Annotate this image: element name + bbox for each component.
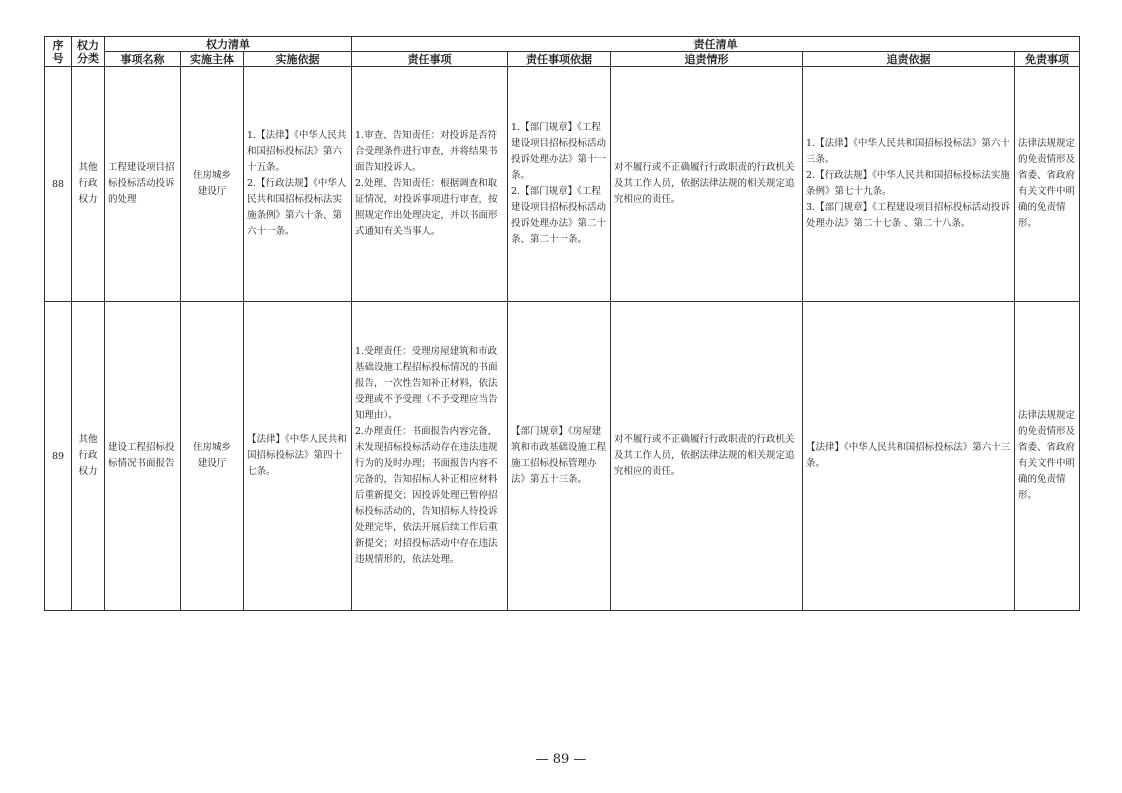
row-resp-items-text: 1.受理责任：受理房屋建筑和市政基础设施工程招标投标情况的书面报告，一次性告知补正材料，依法受理或不予受理（不予受理应当告知理由）。 2.办理责任：书面报告内容完备，未发现招标投标活动存在违法违规行为的及时办理；书面报告内容不完备的，告知招标人补正相应材料后重新提交；因投诉处理已暂停招标投标活动的，告知招标人待投诉处理完毕，依法开展后续工作后重新提交；对招投标活动中存在违法违规情形的，依法处理。 [355, 346, 498, 565]
row-resp-items [352, 67, 508, 302]
row-resp-items [352, 302, 508, 611]
header-resp-basis: 责任事项依据 [508, 52, 611, 67]
row-resp-items-text: 1.审查、告知责任：对投诉是否符合受理条件进行审查，并将结果书面告知投诉人。 2.处理、告知责任：根据调查和取证情况，对投诉事项进行审查，按照规定作出处理决定，并以书面形式通知有关当事人。 [355, 130, 498, 237]
header-accountability: 追责情形 [611, 52, 803, 67]
page-number: — 89 — [535, 752, 587, 767]
row-subject-text: 住房城乡 建设厅 [192, 442, 231, 469]
row-item-name: 工程建设项目招标投标活动投诉的处理 [105, 67, 181, 302]
row-resp-basis-text: 1.【部门规章】《工程建设项目招标投标活动投诉处理办法》第十一条。 2.【部门规章】《工程建设项目招标投标活动投诉处理办法》第二十条、第二十一条。 [511, 122, 607, 245]
row-accountability: 对不履行或不正确履行行政职责的行政机关及其工作人员，依据法律法规的相关规定追究相应的责任。 [611, 302, 803, 611]
row-exemption: 法律法规规定的免责情形及省委、省政府有关文件中明确的免责情形。 [1015, 302, 1080, 611]
row-item-name: 建设工程招标投标情况书面报告 [105, 302, 181, 611]
header-subject: 实施主体 [181, 52, 244, 67]
header-resp-items: 责任事项 [352, 52, 508, 67]
row-category [72, 302, 105, 611]
header-accountability-basis: 追责依据 [803, 52, 1015, 67]
row-accountability-basis [803, 67, 1015, 302]
header-item-name: 事项名称 [105, 52, 181, 67]
row-subject [181, 67, 244, 302]
header-responsibility-list: 责任清单 [352, 37, 1080, 52]
row-subject-text: 住房城乡 建设厅 [192, 170, 231, 197]
row-exemption: 法律法规规定的免责情形及省委、省政府有关文件中明确的免责情形。 [1015, 67, 1080, 302]
row-seq: 89 [45, 302, 72, 611]
row-basis: 【法律】《中华人民共和国招标投标法》第四十七条。 [244, 302, 352, 611]
header-seq [45, 37, 72, 67]
header-basis: 实施依据 [244, 52, 352, 67]
header-power-list: 权力清单 [105, 37, 352, 52]
header-category [72, 37, 105, 67]
row-category [72, 67, 105, 302]
power-responsibility-table [44, 36, 1080, 611]
row-accountability-basis: 【法律】《中华人民共和国招标投标法》第六十三条。 [803, 302, 1015, 611]
row-basis [244, 67, 352, 302]
row-accountability-basis-text: 1.【法律】《中华人民共和国招标投标法》第六十三条。 2.【行政法规】《中华人民共和国招标投标法实施条例》第七十九条。 3.【部门规章】《工程建设项目招标投标活动投诉处理办法》第二十七条 、第二十八条。 [806, 138, 1010, 229]
row-category-text: 其他 行政 权力 [78, 434, 98, 477]
row-basis-text: 1.【法律】《中华人民共和国招标投标法》第六十五条。 2.【行政法规】《中华人民共和国招标投标法实施条例》第六十条、第六十一条。 [247, 130, 347, 237]
header-category-label: 权力 分类 [77, 38, 99, 65]
row-resp-basis: 【部门规章】《房屋建筑和市政基础设施工程施工招标投标管理办法》第五十三条。 [508, 302, 611, 611]
row-seq: 88 [45, 67, 72, 302]
row-category-text: 其他 行政 权力 [78, 162, 98, 205]
row-resp-basis [508, 67, 611, 302]
row-accountability: 对不履行或不正确履行行政职责的行政机关及其工作人员，依据法律法规的相关规定追究相应的责任。 [611, 67, 803, 302]
row-subject [181, 302, 244, 611]
header-seq-label: 序 号 [52, 38, 64, 65]
table-row [45, 302, 1080, 611]
header-exemption: 免责事项 [1015, 52, 1080, 67]
table-row [45, 67, 1080, 302]
